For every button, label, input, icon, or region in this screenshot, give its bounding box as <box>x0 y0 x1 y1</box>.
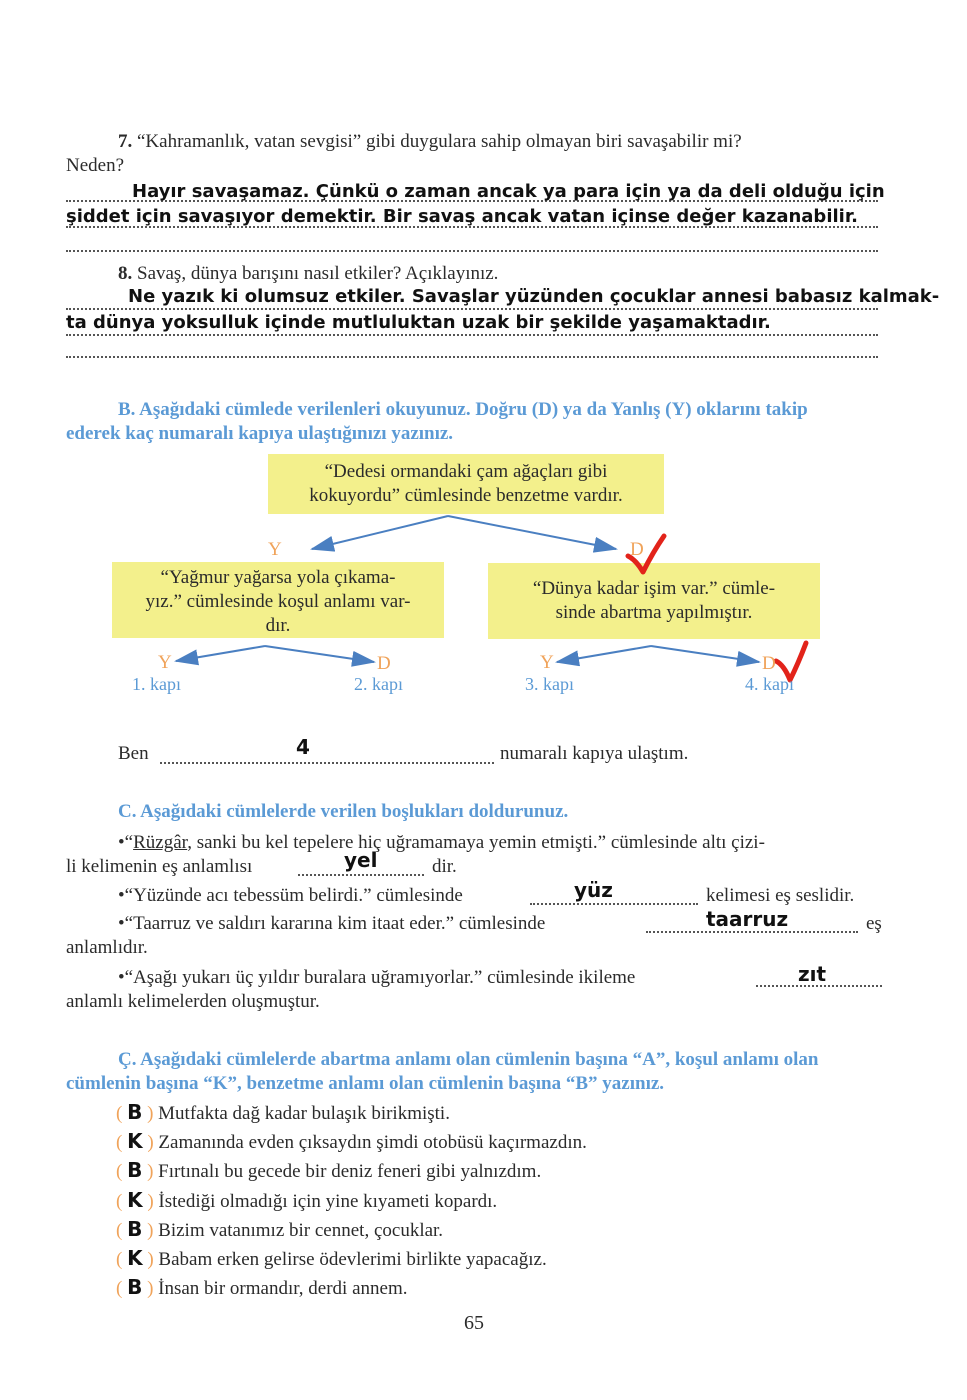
open-paren: ( <box>116 1161 128 1183</box>
list-item <box>116 1246 547 1271</box>
answer-dotted-line <box>160 762 494 764</box>
close-paren: ) <box>142 1249 159 1270</box>
c-item3-post: eş <box>866 913 882 934</box>
label-d-left: D <box>377 653 391 674</box>
c-item4-line1 <box>118 967 635 989</box>
answer-dotted-line <box>646 931 858 933</box>
bullet: • <box>118 913 125 934</box>
statement-left-line1: “Yağmur yağarsa yola çıkama- <box>160 567 396 588</box>
q8-answer-line1: Ne yazık ki olumsuz etkiler. Savaşlar yüzünden çocuklar annesi babasız kalmak- <box>128 286 940 307</box>
section-c2-heading-line1: Ç. Aşağıdaki cümlelerde abartma anlamı olan cümlenin başına “A”, koşul anlamı olan <box>118 1049 819 1070</box>
sentence-text: İstediği olmadığı için yine kıyameti kopardı. <box>158 1190 498 1212</box>
close-paren: ) <box>142 1161 159 1183</box>
arrow-to-y-top <box>312 516 448 549</box>
close-paren: ) <box>142 1132 159 1154</box>
c-item4-line2: anlamlı kelimelerden oluşmuştur. <box>66 991 320 1012</box>
c-item1-text: , sanki bu kel tepelere hiç uğramamaya yemin etmişti.” cümlesinde altı çizi- <box>187 832 765 853</box>
door-4: 4. kapı <box>745 674 794 694</box>
close-paren: ) <box>142 1190 159 1212</box>
list-item <box>116 1158 541 1183</box>
q8-question-text: Savaş, dünya barışını nasıl etkiler? Açıklayınız. <box>137 263 499 284</box>
c-item2-post: kelimesi eş seslidir. <box>706 885 855 906</box>
page-number: 65 <box>464 1312 484 1334</box>
q7-question-line2: Neden? <box>66 155 125 176</box>
statement-left-line2: yız.” cümlesinde koşul anlamı var- <box>145 591 411 612</box>
answer-suffix: numaralı kapıya ulaştım. <box>500 743 689 764</box>
section-c2-heading-line2: cümlenin başına “K”, benzetme anlamı olan cümlenin başına “B” yazınız. <box>66 1073 665 1094</box>
q7-answer-line2: şiddet için savaşıyor demektir. Bir savaş ancak vatan içinse değer kazanabilir. <box>66 206 858 227</box>
list-item <box>116 1188 497 1213</box>
label-y-right: Y <box>540 652 554 673</box>
door-answer: 4 <box>296 735 310 759</box>
sentence-text: Mutfakta dağ kadar bulaşık birikmişti. <box>158 1103 450 1124</box>
label-d-top: D <box>630 539 644 560</box>
sentence-text: Babam erken gelirse ödevlerimi birlikte yapacağız. <box>158 1249 547 1270</box>
list-item <box>116 1129 587 1154</box>
sentence-text: Bizim vatanımız bir cennet, çocuklar. <box>158 1219 444 1241</box>
list-item <box>116 1217 443 1242</box>
open-paren: ( <box>116 1103 128 1124</box>
statement-left-line3: dır. <box>265 615 291 636</box>
c-item2-line <box>118 885 463 907</box>
c-item1-line2-post: dir. <box>432 856 457 877</box>
open-paren: ( <box>116 1190 128 1212</box>
open-paren: ( <box>116 1249 128 1270</box>
c-item3-line2: anlamlıdır. <box>66 937 148 958</box>
c-item1-quote: “ <box>124 832 134 853</box>
q7-question-text: “Kahramanlık, vatan sevgisi” gibi duygulara sahip olmayan biri savaşabilir mi? <box>137 131 742 152</box>
list-item <box>116 1275 408 1300</box>
answer-letter: B <box>127 1158 143 1183</box>
list-item <box>116 1100 450 1125</box>
close-paren: ) <box>142 1278 159 1300</box>
answer-dotted-line <box>530 903 698 905</box>
answer-letter: B <box>127 1216 143 1241</box>
arrow-to-d-right <box>651 646 759 662</box>
arrow-to-d-top <box>448 516 616 549</box>
c-item1-line1 <box>118 832 765 854</box>
open-paren: ( <box>116 1219 128 1241</box>
answer-letter: B <box>127 1100 143 1124</box>
bullet: • <box>118 967 125 988</box>
q7-number: 7. <box>118 131 133 152</box>
c-item3-text: “Taarruz ve saldırı kararına kim itaat eder.” cümlesinde <box>124 913 546 934</box>
c-item4-answer: zıt <box>798 962 827 986</box>
open-paren: ( <box>116 1132 128 1154</box>
section-c-heading: C. Aşağıdaki cümlelerde verilen boşlukları doldurunuz. <box>118 801 569 822</box>
arrow-to-y-right <box>557 646 651 662</box>
answer-dotted-line <box>298 874 424 876</box>
q8-answer-line2: ta dünya yoksulluk içinde mutluluktan uzak bir şekilde yaşamaktadır. <box>66 312 771 333</box>
door-1: 1. kapı <box>132 674 181 694</box>
statement-right-line1: “Dünya kadar işim var.” cümle- <box>532 578 776 599</box>
answer-letter: K <box>127 1246 143 1270</box>
label-d-right: D <box>762 653 776 674</box>
answer-prefix: Ben <box>118 743 149 764</box>
bullet: • <box>118 885 125 906</box>
c-item3-answer: taarruz <box>706 907 789 931</box>
label-y-left: Y <box>158 652 172 673</box>
statement-top-line2: kokuyordu” cümlesinde benzetme vardır. <box>309 485 623 506</box>
sentence-text: İnsan bir ormandır, derdi annem. <box>158 1278 408 1300</box>
c-item2-text: “Yüzünde acı tebessüm belirdi.” cümlesinde <box>124 885 463 906</box>
close-paren: ) <box>142 1103 159 1124</box>
c-item2-answer: yüz <box>574 878 613 902</box>
c-item4-text: “Aşağı yukarı üç yıldır buralara uğramıyorlar.” cümlesinde ikileme <box>124 967 636 988</box>
close-paren: ) <box>142 1219 159 1241</box>
answer-letter: B <box>127 1275 143 1300</box>
q8-number: 8. <box>118 263 133 284</box>
sentence-text: Fırtınalı bu gecede bir deniz feneri gibi yalnızdım. <box>158 1161 542 1183</box>
section-b-heading-line1: B. Aşağıdaki cümlede verilenleri okuyunuz. Doğru (D) ya da Yanlış (Y) oklarını takip <box>118 399 808 420</box>
bullet: • <box>118 832 125 853</box>
label-y-top: Y <box>268 539 282 560</box>
door-3: 3. kapı <box>525 674 574 694</box>
q7-answer-line1: Hayır savaşamaz. Çünkü o zaman ancak ya para için ya da deli olduğu için <box>132 181 885 202</box>
c-item3-line1 <box>118 913 545 935</box>
c-item1-line2-pre: li kelimenin eş anlamlısı <box>66 856 253 877</box>
answer-letter: K <box>127 1187 143 1212</box>
statement-top-line1: “Dedesi ormandaki çam ağaçları gibi <box>324 461 608 482</box>
sentence-text: Zamanında evden çıksaydın şimdi otobüsü kaçırmazdın. <box>158 1132 587 1154</box>
section-b-heading-line2: ederek kaç numaralı kapıya ulaştığınızı yazınız. <box>66 423 454 444</box>
c-item1-answer: yel <box>344 848 378 872</box>
statement-right-line2: sinde abartma yapılmıştır. <box>555 602 753 623</box>
c-item1-underlined-word: Rüzgâr <box>133 832 188 853</box>
arrow-to-y-left <box>176 646 265 661</box>
open-paren: ( <box>116 1278 128 1300</box>
door-2: 2. kapı <box>354 674 403 694</box>
arrow-to-d-left <box>265 646 374 662</box>
answer-letter: K <box>127 1129 143 1154</box>
